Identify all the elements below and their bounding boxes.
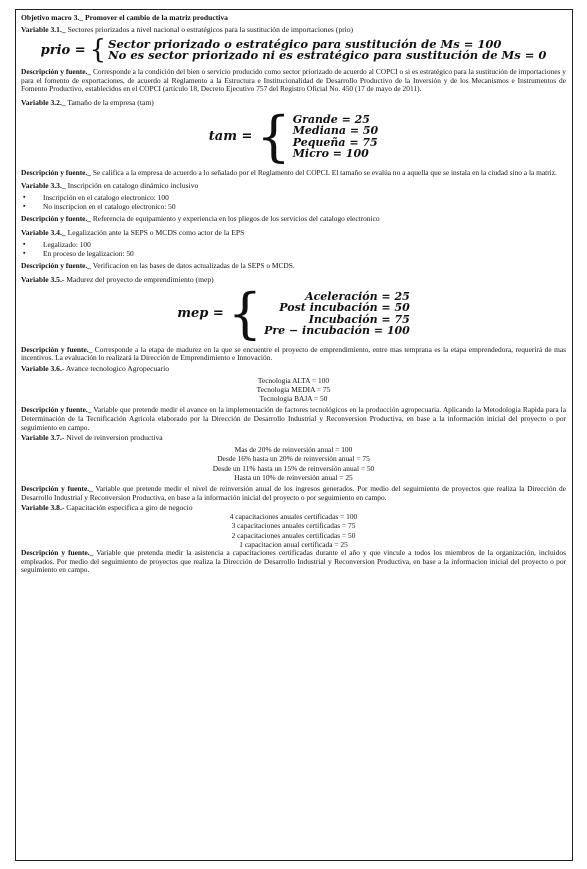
description-text: Verificacion en las bases de datos actualizadas de la SEPS o MCDS. (92, 260, 295, 270)
variable-title: Inscripción en catalogo dinámico inclusivo (67, 181, 199, 191)
formula-cases (264, 291, 410, 337)
document-page (15, 9, 573, 861)
description-text: Referencia de equipamiento y experiencia en los pliegos de los servicios del catalogo electronico (92, 214, 380, 224)
description-label: Descripción y fuente._ (21, 214, 91, 224)
description-text: Variable que pretende medir el nivel de reinversión anual de los ingresos generados. Por medio del seguimiento de proyectos que realiza la Dirección de Desarrollo Industrial y Reconversion Productiva, en base a la información inicial del proyecto o por seguimiento en campo. (21, 483, 566, 502)
brace-symbol: { (89, 35, 107, 65)
variable-3-6-heading (21, 364, 566, 373)
variable-label: Variable 3.1._ (21, 25, 66, 34)
variable-3-3-heading (21, 181, 566, 190)
scale-line: 3 capacitaciones anuales certificadas = 75 (231, 521, 356, 531)
brace-symbol: { (227, 281, 263, 345)
formula-lhs: mep = (177, 306, 224, 322)
variable-3-7-description (21, 485, 566, 502)
description-label: Descripción y fuente._ (21, 67, 92, 76)
description-text: Corresponde a la condición del bien o servicio producido como sector priorizado de acuerdo al COPCI o si es estratégico para la sustitución de importaciones y para el fomento de exportaciones, de acuerdo al Reglamento a la Estructura e Institucionalidad de Desarrollo Productivo de la Inversión y de los Mecanismos e Instrumentos de Fomento Productivo, establecidos en el COPCI (artículo 18, Decreto Ejecutivo 757 del Registro Oficial No. 450 (17 de mayo de 2011). (21, 67, 566, 94)
scale-line: Tecnologia ALTA = 100 (257, 375, 330, 385)
bullet-list (21, 193, 566, 211)
scale-line: Desde 16% hasta un 20% de reinversión anual = 75 (217, 454, 370, 464)
list-item: ▪ Legalizado: 100 (21, 240, 566, 249)
formula-tam (21, 104, 566, 168)
description-label: Descripción y fuente._ (21, 405, 92, 415)
formula-cases (293, 114, 378, 160)
variable-label: Variable 3.3._ (21, 181, 66, 191)
scale-lines (21, 376, 566, 404)
variable-title: Avance tecnologico Agropecuario (65, 363, 170, 373)
description-text: Variable que pretende medir el avance en la implementación de factores tecnológicos en la producción agropecuaria. Aplicando la Metodologia Rapida para la Determinación de la Tecnificación Agricola elaborado por la Dirección de Desarrollo Industrial y Reconversion Productiva, en base a la información inicial del proyecto o por seguimiento en campo. (21, 405, 566, 432)
variable-3-2-heading (21, 98, 566, 107)
description-text: Corresponde a la etapa de madurez en la que se encuentre el proyecto de emprendimiento, entre mas temprana es la etapa emprendedora, requerirá de mas incentivos. La evaluación lo realizará la Dirección de Emprendimiento e Innovación. (21, 344, 566, 363)
formula-cases (108, 39, 546, 61)
list-item: ▪ Inscripción en el catalogo electronico: 100 (21, 193, 566, 202)
description-text: Se califica a la empresa de acuerdo a lo señalado por el Reglamento del COPCI. El tamaño se evalúa no a aquella que se instala en la ciudad sino a la matriz. (92, 167, 557, 177)
scale-line: Tecnologia BAJA = 50 (259, 394, 328, 404)
scale-line: 4 capacitaciones anuales certificadas = 100 (229, 512, 358, 522)
formula-prio (21, 37, 566, 63)
variable-label: Variable 3.8.- (21, 503, 65, 513)
scale-line: Tecnologia MEDIA = 75 (256, 384, 331, 394)
variable-3-7-heading (21, 433, 566, 442)
formula-case: Incubación = 75 (308, 312, 410, 326)
variable-3-8-description (21, 549, 566, 575)
variable-3-4-description (21, 262, 566, 271)
bullet-list (21, 240, 566, 258)
variable-3-5-description (21, 346, 566, 363)
variable-3-4-heading (21, 228, 566, 237)
formula-case: No es sector priorizado ni es estratégico para sustitución de Ms = 0 (108, 48, 547, 62)
variable-3-1-heading (21, 25, 566, 34)
description-label: Descripción y fuente._ (21, 483, 93, 493)
formula-case: Post incubación = 50 (279, 301, 410, 315)
scale-line: Hasta un 10% de reinversión anual = 25 (234, 472, 353, 482)
scale-line: 2 capacitaciones anuales certificadas = 50 (231, 530, 356, 540)
formula-case: Aceleración = 25 (305, 289, 410, 303)
variable-3-1-description (21, 68, 566, 94)
variable-title: Sectores priorizados a nivel nacional o estratégicos para la sustitución de importaciones (prio) (67, 25, 354, 34)
scale-lines (21, 445, 566, 482)
variable-label: Variable 3.2._ (21, 97, 66, 107)
variable-3-3-description (21, 215, 566, 224)
scale-lines (21, 512, 566, 549)
list-item: ▪ No inscripcion en el catalogo electronico: 50 (21, 202, 566, 211)
formula-case: Micro = 100 (292, 147, 369, 161)
variable-3-5-heading (21, 275, 566, 284)
description-text: Variable que pretenda medir la asistencia a capacitaciones certificadas durante el año y que vincule a todos los miembros de la organización, incluidos empleados. Por medio del seguimiento de proyectos que realiza la Dirección de Desarrollo Industrial y Reconversion Productiva, en base a la informacion inicial del proyecto o por seguimiento en campo. (21, 547, 567, 575)
variable-title: Madurez del proyecto de emprendimiento (mep) (66, 274, 214, 284)
variable-title: Legalización ante la SEPS o MCDS como actor de la EPS (67, 227, 245, 237)
objective-heading (21, 13, 566, 22)
variable-title: Nivel de reinversion productiva (66, 433, 163, 443)
variable-3-2-description (21, 169, 566, 178)
formula-lhs: tam = (208, 129, 253, 145)
variable-label: Variable 3.7.- (21, 433, 65, 443)
scale-line: 1 capacitacion anual certificada = 25 (239, 539, 348, 549)
scale-line: Desde un 11% hasta un 15% de reinversión anual = 50 (212, 463, 375, 473)
formula-case: Grande = 25 (292, 112, 370, 126)
formula-case: Sector priorizado o estratégico para sustitución de Ms = 100 (108, 37, 502, 51)
formula-case: Mediana = 50 (292, 124, 379, 138)
formula-mep (21, 281, 566, 345)
description-label: Descripción y fuente._ (21, 547, 94, 557)
variable-label: Variable 3.4._ (21, 227, 66, 237)
description-label: Descripción y fuente._ (21, 167, 91, 177)
description-label: Descripción y fuente._ (21, 344, 93, 354)
variable-title: Tamaño de la empresa (tam) (67, 97, 154, 107)
list-item: ▪ En proceso de legalizacion: 50 (21, 249, 566, 258)
objective-text: Promover el cambio de la matriz productiva (84, 13, 228, 22)
description-label: Descripción y fuente._ (21, 260, 91, 270)
brace-symbol: { (256, 104, 291, 168)
variable-3-6-description (21, 406, 566, 432)
variable-label: Variable 3.5.- (21, 274, 65, 284)
variable-title: Capacitación especifica a giro de negocio (66, 503, 193, 513)
formula-case: Pequeña = 75 (292, 135, 378, 149)
variable-3-8-heading (21, 503, 566, 512)
objective-label: Objetivo macro 3._ (21, 13, 84, 22)
formula-case: Pre − incubación = 100 (264, 324, 410, 338)
formula-lhs: prio = (40, 42, 86, 58)
variable-label: Variable 3.6.- (21, 363, 65, 373)
scale-line: Mas de 20% de reinversión anual = 100 (234, 445, 353, 455)
